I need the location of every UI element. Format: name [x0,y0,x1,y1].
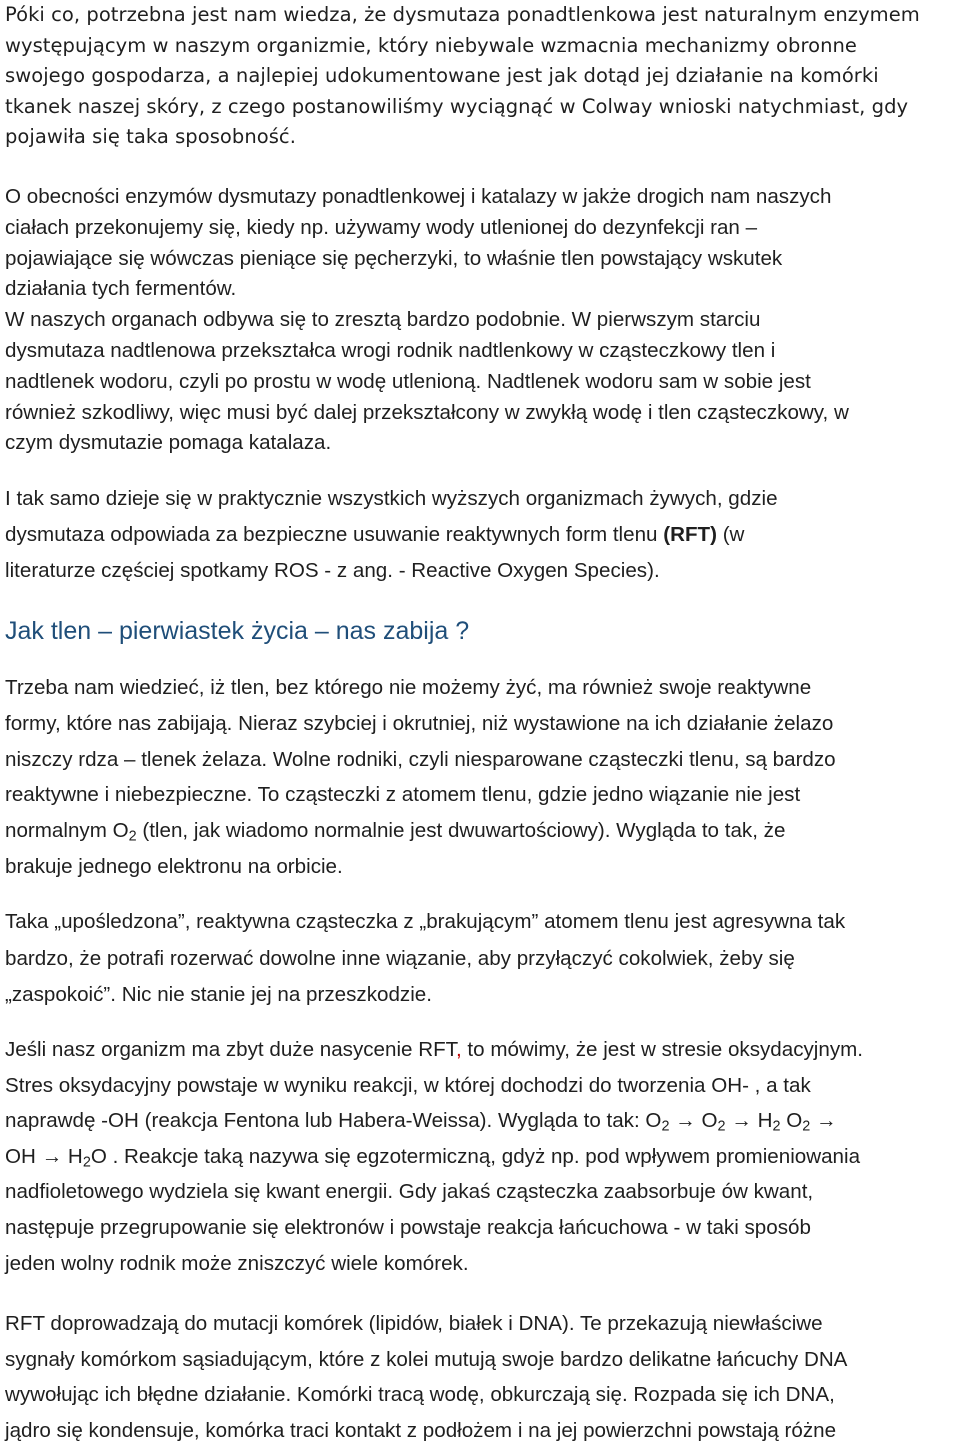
text-run: Jeśli nasz organizm ma zbyt duże nasycenie RFT [5,1038,456,1061]
text-line: występującym w naszym organizmie, który niebywale wzmacnia mechanizmy obronne [5,31,920,62]
text-line [5,1103,863,1139]
text-line: RFT doprowadzają do mutacji komórek (lipidów, białek i DNA). Te przekazują niewłaściwe [5,1306,847,1342]
text-run: (tlen, jak wiadomo normalnie jest dwuwartościowy). Wygląda to tak, że [137,819,786,842]
section-heading: Jak tlen – pierwiastek życia – nas zabija ? [5,615,469,647]
text-line: reaktywne i niebezpieczne. To cząsteczki z atomem tlenu, gdzie jedno wiązanie nie jest [5,777,836,813]
text-run: naprawdę -OH (reakcja Fentona lub Habera-Weissa). Wygląda to tak: O [5,1109,661,1132]
text-run: (w [717,523,744,546]
subscript: 2 [129,829,137,845]
rft-abbreviation: (RFT) [663,523,717,546]
text-run: O . Reakcje taką nazywa się egzotermiczną, gdyż np. pod wpływem promieniowania [91,1145,860,1168]
text-run: to mówimy, że jest w stresie oksydacyjnym. [462,1038,863,1061]
text-line: literaturze częściej spotkamy ROS - z ang. - Reactive Oxygen Species). [5,553,778,589]
text-line: W naszych organach odbywa się to zresztą bardzo podobnie. W pierwszym starciu [5,305,849,336]
text-line: dysmutaza nadtlenowa przekształca wrogi rodnik nadtlenkowy w cząsteczkowy tlen i [5,336,849,367]
subscript: 2 [661,1119,669,1135]
paragraph-oxygen-forms [5,670,836,885]
paragraph-reactive-molecule [5,904,845,1014]
paragraph-intro [5,0,920,153]
text-line: pojawiła się taka sposobność. [5,122,920,153]
text-run: dysmutaza odpowiada za bezpieczne usuwanie reaktywnych form tlenu [5,523,663,546]
text-line: Stres oksydacyjny powstaje w wyniku reakcji, w której dochodzi do tworzenia OH- , a tak [5,1068,863,1104]
text-line: również szkodliwy, więc musi być dalej przekształcony w zwykłą wodę i tlen cząsteczkowy, w [5,398,849,429]
text-line: „zaspokoić”. Nic nie stanie jej na przeszkodzie. [5,977,845,1014]
text-run: → O [669,1109,717,1132]
text-line: jądro się kondensuje, komórka traci kontakt z podłożem i na jej powierzchni powstają różne [5,1413,847,1448]
text-line: niszczy rdza – tlenek żelaza. Wolne rodniki, czyli niesparowane cząsteczki tlenu, są bardzo [5,742,836,778]
text-run: normalnym O [5,819,129,842]
subscript: 2 [83,1154,91,1170]
text-run: O [780,1109,802,1132]
text-line: Trzeba nam wiedzieć, iż tlen, bez którego nie możemy żyć, ma również swoje reaktywne [5,670,836,706]
text-line: bardzo, że potrafi rozerwać dowolne inne wiązanie, aby przyłączyć cokolwiek, żeby się [5,941,845,978]
text-run: → H [726,1109,773,1132]
text-line: wywołując ich błędne działanie. Komórki tracą wodę, obkurczają się. Rozpada się ich DNA, [5,1377,847,1413]
text-line [5,1032,863,1068]
text-line [5,1139,863,1175]
red-comma: , [456,1038,462,1061]
subscript: 2 [802,1119,810,1135]
text-line: nadtlenek wodoru, czyli po prostu w wodę utlenioną. Nadtlenek wodoru sam w sobie jest [5,367,849,398]
text-line: O obecności enzymów dysmutazy ponadtlenkowej i katalazy w jakże drogich nam naszych [5,182,849,213]
paragraph-mutations [5,1306,847,1448]
paragraph-rft [5,481,778,589]
text-run: → [810,1109,836,1132]
text-line: następuje przegrupowanie się elektronów i powstaje reakcja łańcuchowa - w taki sposób [5,1210,863,1246]
text-line: swojego gospodarza, a najlepiej udokumentowane jest jak dotąd jej działanie na komórki [5,61,920,92]
text-line: ciałach przekonujemy się, kiedy np. używamy wody utlenionej do dezynfekcji ran – [5,213,849,244]
text-line: I tak samo dzieje się w praktycznie wszystkich wyższych organizmach żywych, gdzie [5,481,778,517]
text-line: sygnały komórkom sąsiadującym, które z kolei mutują swoje bardzo delikatne łańcuchy DNA [5,1342,847,1378]
text-line: brakuje jednego elektronu na orbicie. [5,849,836,885]
text-line: działania tych fermentów. [5,274,849,305]
subscript: 2 [772,1119,780,1135]
text-line: tkanek naszej skóry, z czego postanowiliśmy wyciągnąć w Colway wnioski natychmiast, gdy [5,92,920,123]
text-line: czym dysmutazie pomaga katalaza. [5,428,849,459]
paragraph-enzymes [5,182,849,459]
paragraph-oxidative-stress [5,1032,863,1281]
subscript: 2 [718,1119,726,1135]
text-line [5,813,836,849]
text-line [5,517,778,553]
text-run: OH → H [5,1145,83,1168]
text-line: nadfioletowego wydziela się kwant energii. Gdy jakaś cząsteczka zaabsorbuje ów kwant, [5,1174,863,1210]
text-line: Póki co, potrzebna jest nam wiedza, że dysmutaza ponadtlenkowa jest naturalnym enzymem [5,0,920,31]
text-line: Taka „upośledzona”, reaktywna cząsteczka z „brakującym” atomem tlenu jest agresywna tak [5,904,845,941]
text-line: pojawiające się wówczas pieniące się pęcherzyki, to właśnie tlen powstający wskutek [5,244,849,275]
text-line: formy, które nas zabijają. Nieraz szybciej i okrutniej, niż wystawione na ich działanie żelazo [5,706,836,742]
text-line: jeden wolny rodnik może zniszczyć wiele komórek. [5,1246,863,1282]
